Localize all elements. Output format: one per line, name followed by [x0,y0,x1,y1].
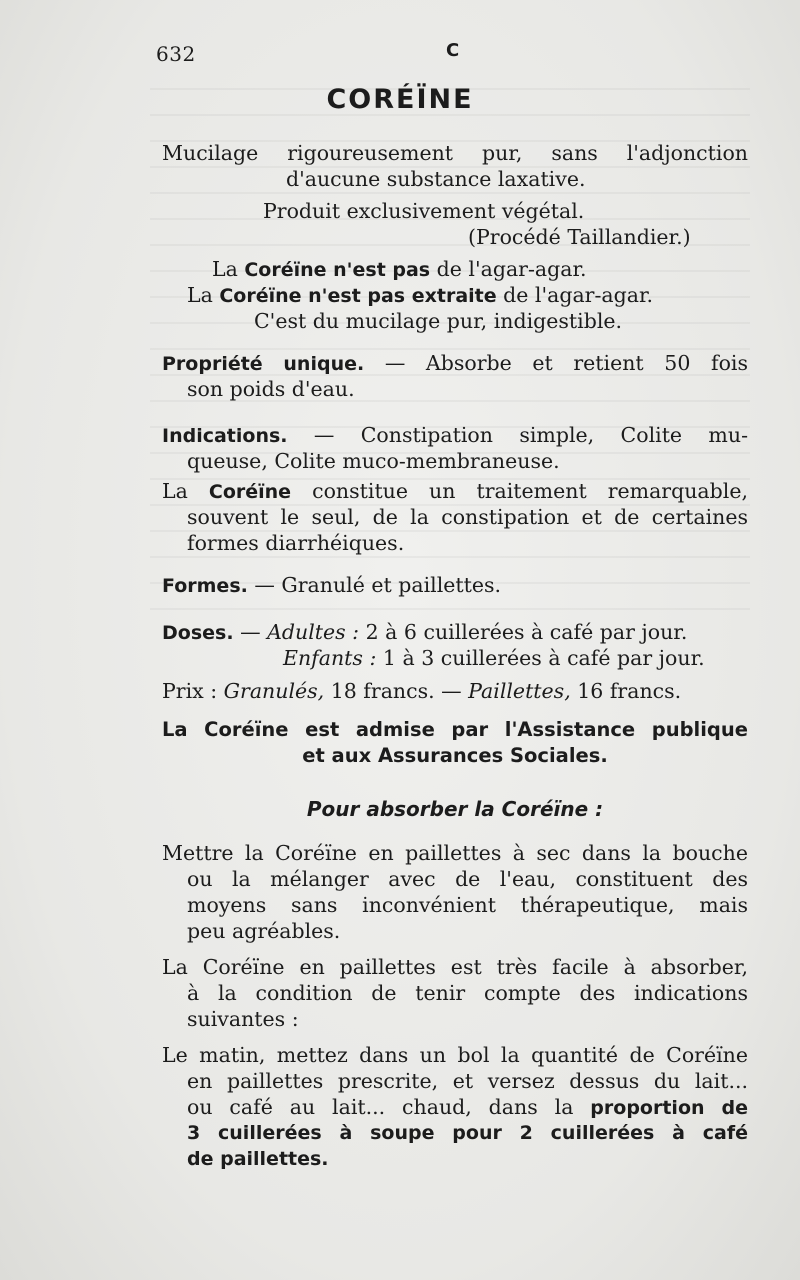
para3-line-4: 3 cuillerées à soupe pour 2 cuillerées à café [187,1122,748,1144]
emphasis-text: Coréïne n'est pas [244,259,431,281]
para3-line-1: Le matin, mettez dans un bol la quantité de Coréïne [162,1043,748,1067]
propriete-line-2: son poids d'eau. [187,377,355,401]
intro-line-2: d'aucune substance laxative. [286,167,586,191]
page-number: 632 [156,42,196,66]
para1-line-2: ou la mélanger avec de l'eau, constituent des [187,867,748,891]
admise-line-1: La Coréïne est admise par l'Assistance publique [162,718,748,741]
para1-line-1: Mettre la Coréïne en paillettes à sec dans la bouche [162,841,748,865]
enfants-label: Enfants : [283,646,377,670]
intro-line-3: Produit exclusivement végétal. [263,199,585,223]
emphasis-text: Coréïne n'est pas extraite [219,285,497,307]
emphasis-text: proportion de [590,1097,748,1119]
indications-line-3: La Coréïne constitue un traitement remarquable, [162,479,748,503]
para2-line-1: La Coréïne en paillettes est très facile à absorber, [162,955,748,979]
doses-line-2: Enfants : 1 à 3 cuillerées à café par jour. [283,646,705,670]
para1-line-3: moyens sans inconvénient thérapeutique, mais [187,893,748,917]
adultes-label: Adultes : [267,620,360,644]
emphasis-text: Coréïne [208,481,292,503]
formes-line: Formes. — Granulé et paillettes. [162,573,502,597]
propriete-label: Propriété unique. [162,353,365,375]
admise-line-2: et aux Assurances Sociales. [302,744,608,767]
doses-label: Doses. [162,622,234,644]
doses-line-1: Doses. — Adultes : 2 à 6 cuillerées à café par jour. [162,620,688,644]
para3-line-5: de paillettes. [187,1148,329,1170]
intro-line-1: Mucilage rigoureusement pur, sans l'adjonction [162,141,748,165]
intro-line-7: C'est du mucilage pur, indigestible. [254,309,623,333]
para2-line-3: suivantes : [187,1007,299,1031]
propriete-line-1: Propriété unique. — Absorbe et retient 50 fois [162,351,748,375]
para1-line-4: peu agréables. [187,919,341,943]
indications-line-4: souvent le seul, de la constipation et de certaines [187,505,748,529]
formes-label: Formes. [162,575,248,597]
para3-line-3: ou café au lait... chaud, dans la proportion de [187,1095,748,1119]
indications-line-1: Indications. — Constipation simple, Colite mu- [162,423,748,447]
indications-line-5: formes diarrhéiques. [187,531,405,555]
page-title: CORÉÏNE [326,84,474,115]
para2-line-2: à la condition de tenir compte des indications [187,981,748,1005]
intro-line-4: (Procédé Taillandier.) [468,225,691,249]
indications-line-2: queuse, Colite muco-membraneuse. [187,449,560,473]
intro-line-6: La Coréïne n'est pas extraite de l'agar-agar. [187,283,654,307]
section-letter: C [446,40,460,61]
section-subtitle: Pour absorber la Coréïne : [306,797,604,821]
indications-label: Indications. [162,425,288,447]
prix-line: Prix : Granulés, 18 francs. — Paillettes, 16 francs. [162,679,682,703]
para3-line-2: en paillettes prescrite, et versez dessus du lait... [187,1069,748,1093]
intro-line-5: La Coréïne n'est pas de l'agar-agar. [212,257,587,281]
